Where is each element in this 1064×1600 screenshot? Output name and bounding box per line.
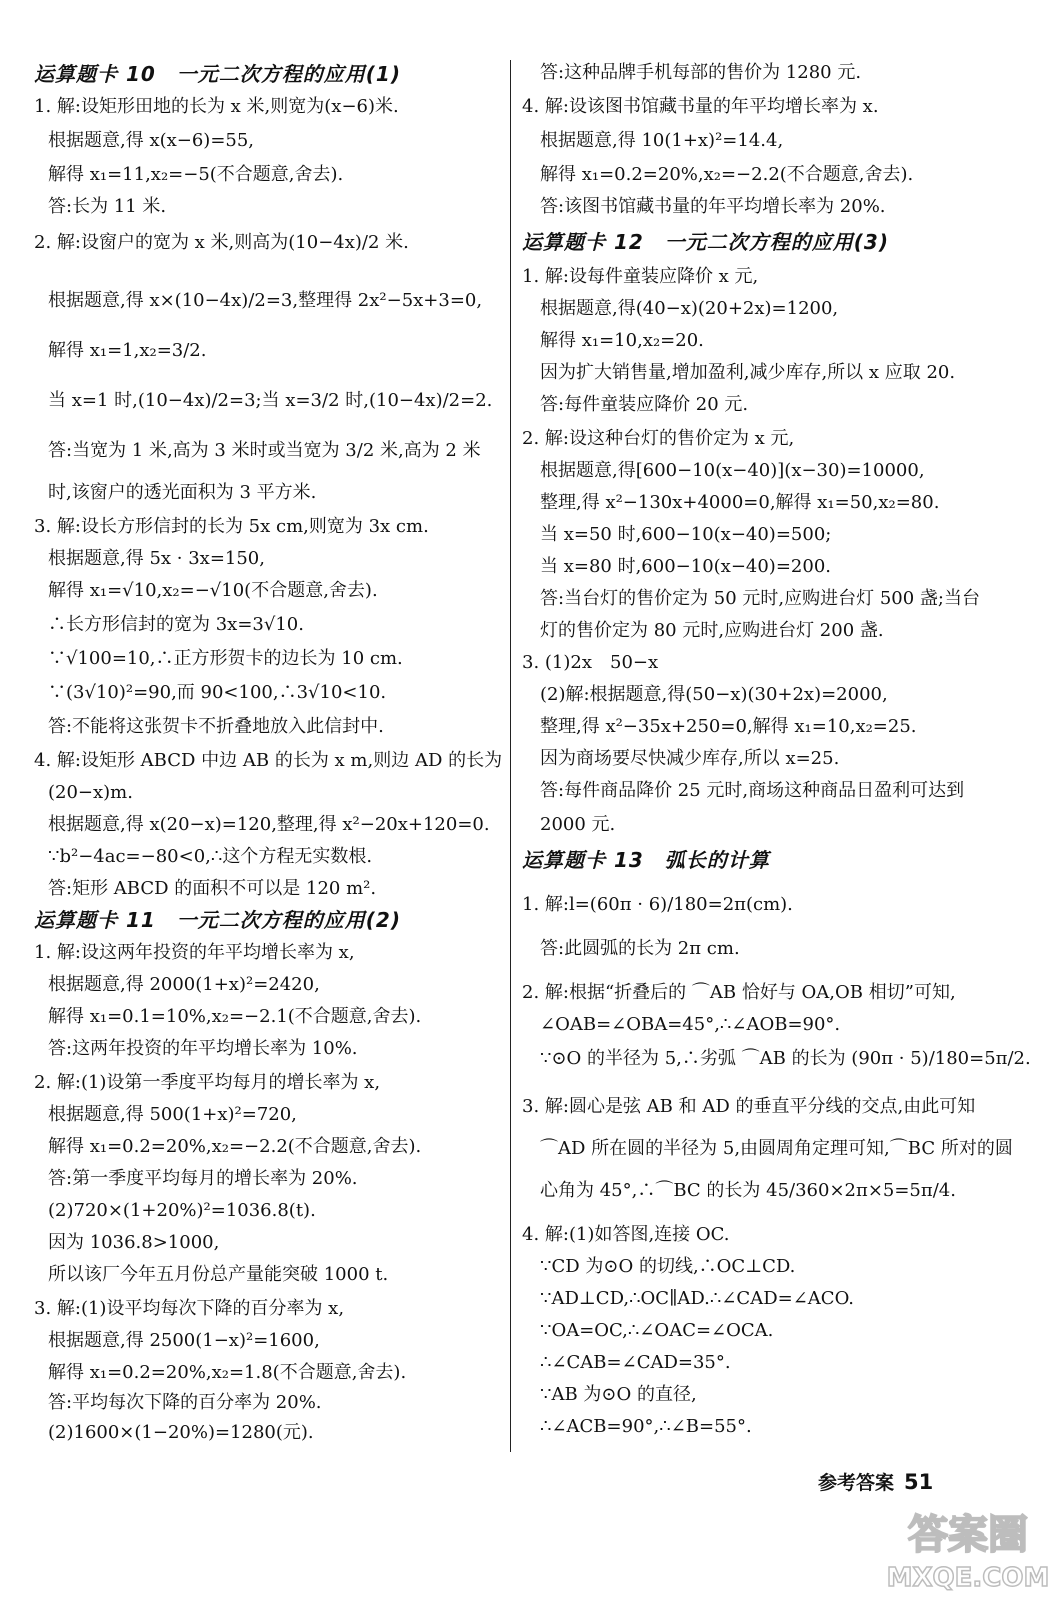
answer-line: 1. 解:设这两年投资的年平均增长率为 x, [34,942,355,963]
answer-line: ∵(3√10)²=90,而 90<100,∴3√10<10. [48,682,387,703]
answer-line: 答:该图书馆藏书量的年平均增长率为 20%. [540,196,886,217]
answer-line: ∵AB 为⊙O 的直径, [540,1384,697,1405]
answer-line: 灯的售价定为 80 元时,应购进台灯 200 盏. [540,620,884,641]
watermark-logo [872,1500,1058,1596]
answer-line: ∵b²−4ac=−80<0,∴这个方程无实数根. [48,846,373,867]
answer-line: (20−x)m. [48,782,133,803]
answer-line: 解得 x₁=0.2=20%,x₂=1.8(不合题意,舍去). [48,1362,407,1383]
answer-line: 答:此圆弧的长为 2π cm. [540,938,740,959]
answer-line: ∴∠CAB=∠CAD=35°. [540,1352,731,1373]
answer-line: 1. 解:l=(60π · 6)/180=2π(cm). [522,894,793,915]
answer-line: 2. 解:(1)设第一季度平均每月的增长率为 x, [34,1072,381,1093]
answer-line: 答:这种品牌手机每部的售价为 1280 元. [540,62,862,83]
answer-line: ∴∠ACB=90°,∴∠B=55°. [540,1416,752,1437]
answer-line: ∵OA=OC,∴∠OAC=∠OCA. [540,1320,774,1341]
answer-line: 答:矩形 ABCD 的面积不可以是 120 m². [48,878,377,899]
answer-line: ⌒AD 所在圆的半径为 5,由圆周角定理可知,⌒BC 所对的圆 [540,1138,1013,1159]
answer-line: 时,该窗户的透光面积为 3 平方米. [48,482,317,503]
answer-line: 解得 x₁=11,x₂=−5(不合题意,舍去). [48,164,344,185]
answer-line: 当 x=50 时,600−10(x−40)=500; [540,524,832,545]
answer-line: 解得 x₁=0.1=10%,x₂=−2.1(不合题意,舍去). [48,1006,422,1027]
answer-line: 解得 x₁=0.2=20%,x₂=−2.2(不合题意,舍去). [540,164,914,185]
answer-line: 因为商场要尽快减少库存,所以 x=25. [540,748,840,769]
answer-line: 解得 x₁=1,x₂=3/2. [48,340,207,361]
page-number: 51 [904,1470,934,1494]
answer-line: 解得 x₁=0.2=20%,x₂=−2.2(不合题意,舍去). [48,1136,422,1157]
answer-line: ∠OAB=∠OBA=45°,∴∠AOB=90°. [540,1014,841,1035]
watermark-url: MXQE.COM [886,1563,1050,1593]
section-heading: 运算题卡 11 一元二次方程的应用(2) [34,908,401,932]
answer-line: 1. 解:设每件童装应降价 x 元, [522,266,759,287]
answer-line: ∵AD⊥CD,∴OC∥AD.∴∠CAD=∠ACO. [540,1288,854,1309]
answer-line: 当 x=1 时,(10−4x)/2=3;当 x=3/2 时,(10−4x)/2=2. [48,390,493,411]
answer-line: (2)解:根据题意,得(50−x)(30+2x)=2000, [540,684,888,705]
answer-line: ∵⊙O 的半径为 5,∴劣弧 ⌒AB 的长为 (90π · 5)/180=5π/2. [540,1048,1031,1069]
answer-line: 所以该厂今年五月份总产量能突破 1000 t. [48,1264,389,1285]
answer-line: 2. 解:设这种台灯的售价定为 x 元, [522,428,795,449]
answer-line: 解得 x₁=√10,x₂=−√10(不合题意,舍去). [48,580,378,601]
answer-line: 3. 解:圆心是弦 AB 和 AD 的垂直平分线的交点,由此可知 [522,1096,976,1117]
answer-line: ∵CD 为⊙O 的切线,∴OC⊥CD. [540,1256,796,1277]
watermark-title: 答案圈 [908,1512,1028,1558]
answer-line: 根据题意,得 5x · 3x=150, [48,548,265,569]
answer-line: 答:每件童装应降价 20 元. [540,394,749,415]
section-heading: 运算题卡 10 一元二次方程的应用(1) [34,62,401,86]
answer-line: 3. 解:设长方形信封的长为 5x cm,则宽为 3x cm. [34,516,429,537]
answer-line: 4. 解:(1)如答图,连接 OC. [522,1224,730,1245]
answer-line: 当 x=80 时,600−10(x−40)=200. [540,556,831,577]
answer-line: 答:第一季度平均每月的增长率为 20%. [48,1168,358,1189]
answer-line: 根据题意,得 x×(10−4x)/2=3,整理得 2x²−5x+3=0, [48,290,483,311]
answer-line: 1. 解:设矩形田地的长为 x 米,则宽为(x−6)米. [34,96,399,117]
answer-line: 整理,得 x²−35x+250=0,解得 x₁=10,x₂=25. [540,716,917,737]
answer-line: 根据题意,得[600−10(x−40)](x−30)=10000, [540,460,925,481]
answer-line: ∵√100=10,∴正方形贺卡的边长为 10 cm. [48,648,403,669]
answer-line: 2. 解:根据“折叠后的 ⌒AB 恰好与 OA,OB 相切”可知, [522,982,956,1003]
answer-line: 根据题意,得 500(1+x)²=720, [48,1104,297,1125]
page-footer [818,1468,933,1495]
answer-line: 整理,得 x²−130x+4000=0,解得 x₁=50,x₂=80. [540,492,940,513]
answer-line: 心角为 45°,∴⌒BC 的长为 45/360×2π×5=5π/4. [540,1180,956,1201]
answer-line: 答:平均每次下降的百分率为 20%. [48,1392,322,1413]
answer-line: 答:不能将这张贺卡不折叠地放入此信封中. [48,716,384,737]
answer-line: 根据题意,得 2500(1−x)²=1600, [48,1330,320,1351]
answer-line: ∴长方形信封的宽为 3x=3√10. [48,614,304,635]
section-heading: 运算题卡 12 一元二次方程的应用(3) [522,230,889,254]
answer-line: 2. 解:设窗户的宽为 x 米,则高为(10−4x)/2 米. [34,232,409,253]
answer-line: 4. 解:设该图书馆藏书量的年平均增长率为 x. [522,96,879,117]
answer-line: 根据题意,得 2000(1+x)²=2420, [48,974,320,995]
footer-label: 参考答案 [818,1472,895,1494]
answer-line: 答:当宽为 1 米,高为 3 米时或当宽为 3/2 米,高为 2 米 [48,440,481,461]
answer-line: 答:当台灯的售价定为 50 元时,应购进台灯 500 盏;当台 [540,588,980,609]
answer-line: 根据题意,得(40−x)(20+2x)=1200, [540,298,839,319]
answer-line: 4. 解:设矩形 ABCD 中边 AB 的长为 x m,则边 AD 的长为 [34,750,503,771]
answer-line: 根据题意,得 x(x−6)=55, [48,130,255,151]
answer-line: 因为扩大销售量,增加盈利,减少库存,所以 x 应取 20. [540,362,956,383]
answer-line: 因为 1036.8>1000, [48,1232,220,1253]
answer-line: 解得 x₁=10,x₂=20. [540,330,704,351]
answer-line: 3. 解:(1)设平均每次下降的百分率为 x, [34,1298,345,1319]
answer-line: 答:每件商品降价 25 元时,商场这种商品日盈利可达到 [540,780,965,801]
answer-line: 2000 元. [540,814,616,835]
answer-line: 根据题意,得 x(20−x)=120,整理,得 x²−20x+120=0. [48,814,490,835]
answer-line: 根据题意,得 10(1+x)²=14.4, [540,130,784,151]
answer-line: (2)1600×(1−20%)=1280(元). [48,1422,314,1443]
column-divider [510,60,511,1452]
answer-line: 答:这两年投资的年平均增长率为 10%. [48,1038,358,1059]
answer-line: (2)720×(1+20%)²=1036.8(t). [48,1200,316,1221]
answer-line: 3. (1)2x 50−x [522,652,659,673]
answer-line: 答:长为 11 米. [48,196,167,217]
section-heading: 运算题卡 13 弧长的计算 [522,848,770,872]
